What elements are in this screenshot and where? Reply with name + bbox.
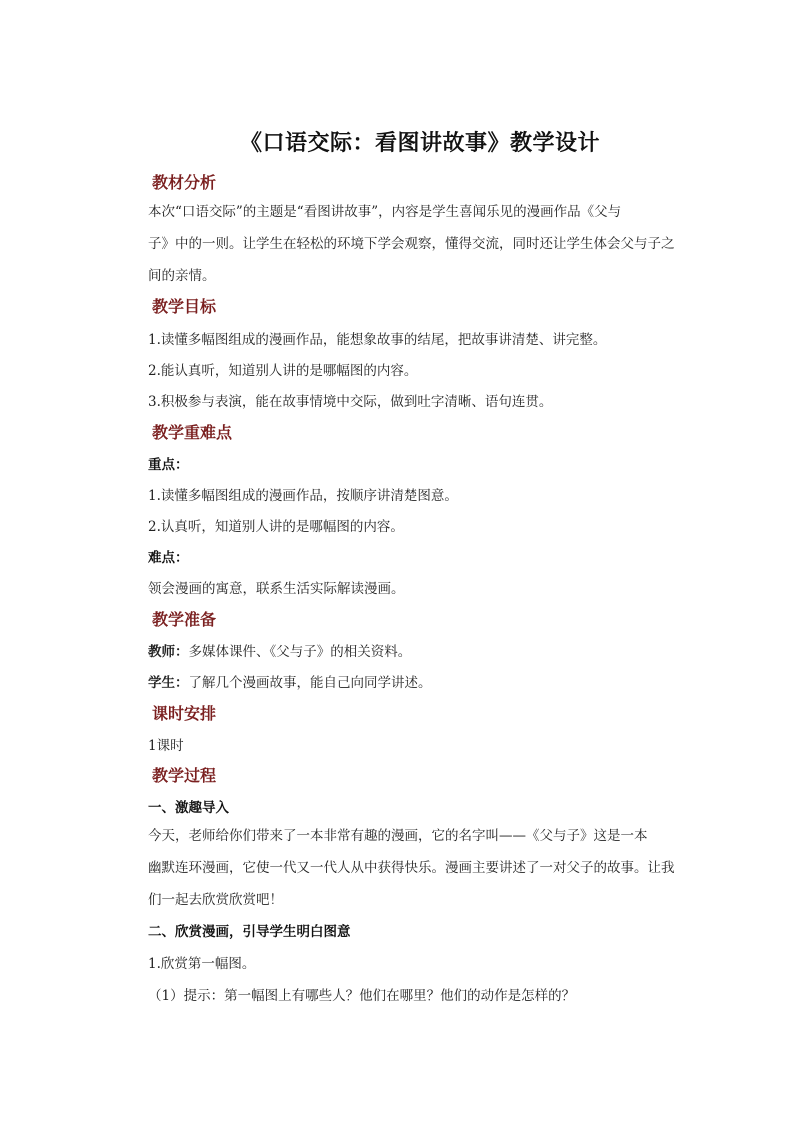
analysis-line-3: 间的亲情。 bbox=[148, 268, 216, 284]
key-point-item-1: 1.读懂多幅图组成的漫画作品，按顺序讲清楚图意。 bbox=[148, 488, 458, 504]
section-heading-key-points: 教学重难点 bbox=[152, 423, 233, 442]
section-heading-goals: 教学目标 bbox=[152, 297, 217, 316]
section-heading-preparation: 教学准备 bbox=[152, 610, 217, 629]
section-heading-schedule: 课时安排 bbox=[152, 704, 217, 723]
teacher-text: 多媒体课件、《父与子》的相关资料。 bbox=[188, 644, 412, 660]
difficulty-text: 领会漫画的寓意，联系生活实际解读漫画。 bbox=[148, 581, 405, 597]
process-step-1-line-2: 幽默连环漫画，它使一代又一代人从中获得快乐。漫画主要讲述了一对父子的故事。让我 bbox=[148, 860, 675, 876]
section-heading-analysis: 教材分析 bbox=[152, 173, 217, 192]
process-step-1-paragraph bbox=[148, 820, 678, 916]
teacher-label: 教师： bbox=[148, 644, 189, 660]
process-step-1-line-3: 们一起去欣赏欣赏吧！ bbox=[148, 892, 283, 908]
key-point-label: 重点： bbox=[148, 457, 189, 473]
process-step-2-hint: （1）提示：第一幅图上有哪些人？他们在哪里？他们的动作是怎样的？ bbox=[148, 988, 576, 1004]
process-step-1-line-1: 今天，老师给你们带来了一本非常有趣的漫画，它的名字叫——《父与子》这是一本 bbox=[148, 828, 648, 844]
teacher-preparation bbox=[148, 640, 411, 660]
student-label: 学生： bbox=[148, 675, 189, 691]
document-title: 《口语交际：看图讲故事》教学设计 bbox=[239, 130, 600, 156]
difficulty-label: 难点： bbox=[148, 550, 189, 566]
student-text: 了解几个漫画故事，能自己向同学讲述。 bbox=[188, 675, 432, 691]
schedule-text: 1课时 bbox=[148, 738, 184, 754]
process-step-2-title: 二、欣赏漫画，引导学生明白图意 bbox=[148, 924, 351, 940]
analysis-line-1: 本次“口语交际”的主题是“看图讲故事”，内容是学生喜闻乐见的漫画作品《父与 bbox=[148, 204, 622, 220]
goal-item-1: 1.读懂多幅图组成的漫画作品，能想象故事的结尾，把故事讲清楚、讲完整。 bbox=[148, 332, 607, 348]
goal-item-2: 2.能认真听，知道别人讲的是哪幅图的内容。 bbox=[148, 363, 418, 379]
analysis-paragraph bbox=[148, 196, 678, 292]
section-heading-process: 教学过程 bbox=[152, 766, 217, 785]
analysis-line-2: 子》中的一则。让学生在轻松的环境下学会观察，懂得交流，同时还让学生体会父与子之 bbox=[148, 236, 675, 252]
key-point-item-2: 2.认真听，知道别人讲的是哪幅图的内容。 bbox=[148, 519, 404, 535]
student-preparation bbox=[148, 671, 432, 691]
process-step-1-title: 一、激趣导入 bbox=[148, 800, 229, 816]
goal-item-3: 3.积极参与表演，能在故事情境中交际，做到吐字清晰、语句连贯。 bbox=[148, 394, 553, 410]
process-step-2-item-1: 1.欣赏第一幅图。 bbox=[148, 956, 256, 972]
